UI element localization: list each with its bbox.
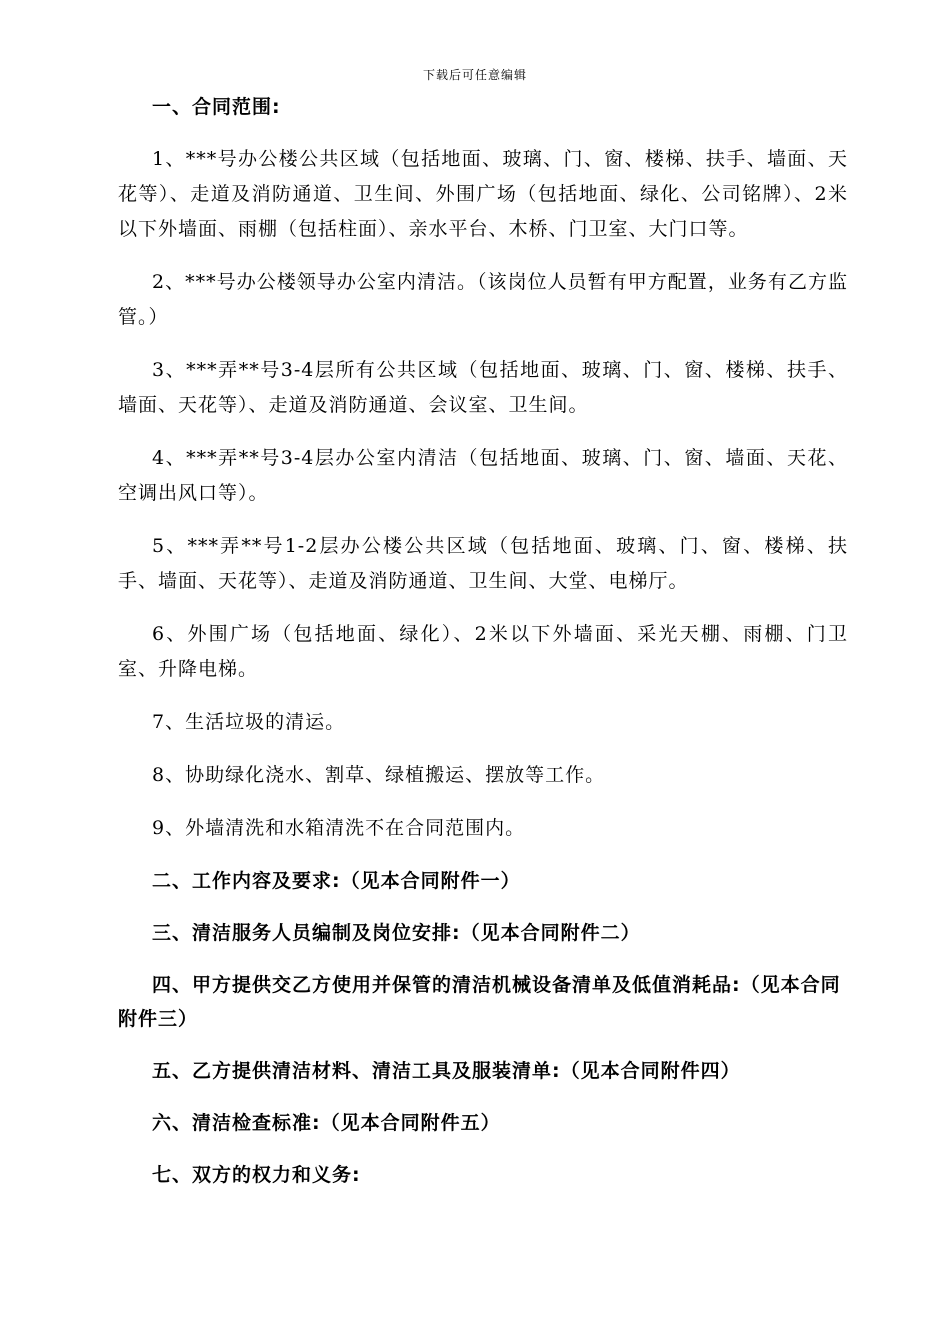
scope-item-9: 9、外墙清洗和水箱清洗不在合同范围内。 [152, 817, 526, 839]
header-note: 下载后可任意编辑 [422, 68, 527, 82]
scope-item-6: 6、外围广场（包括地面、绿化）、2米以下外墙面、采光天棚、雨棚、门卫室、升降电梯。 [118, 623, 848, 680]
section-heading-staffing: 三、清洁服务人员编制及岗位安排:（见本合同附件二） [152, 922, 641, 944]
section-heading-scope: 一、合同范围: [152, 96, 281, 118]
scope-item-7: 7、生活垃圾的清运。 [152, 711, 346, 733]
scope-item-1: 1、***号办公楼公共区域（包括地面、玻璃、门、窗、楼梯、扶手、墙面、天花等）、走道及消防通道、卫生间、外围广场（包括地面、绿化、公司铭牌）、2米以下外墙面、雨棚（包括柱面）、亲水平台、木桥、门卫室、大门口等。 [118, 148, 848, 240]
section-heading-equipment: 四、甲方提供交乙方使用并保管的清洁机械设备清单及低值消耗品:（见本合同附件三） [118, 974, 841, 1030]
scope-item-3: 3、***弄**号3-4层所有公共区域（包括地面、玻璃、门、窗、楼梯、扶手、墙面、天花等）、走道及消防通道、会议室、卫生间。 [118, 359, 848, 416]
section-heading-work-content: 二、工作内容及要求:（见本合同附件一） [152, 870, 521, 892]
scope-item-8: 8、协助绿化浇水、割草、绿植搬运、摆放等工作。 [152, 764, 606, 786]
document-body [118, 90, 848, 1210]
section-heading-standards: 六、清洁检查标准:（见本合同附件五） [152, 1112, 501, 1134]
scope-item-5: 5、***弄**号1-2层办公楼公共区域（包括地面、玻璃、门、窗、楼梯、扶手、墙面、天花等）、走道及消防通道、卫生间、大堂、电梯厅。 [118, 535, 848, 592]
scope-item-4: 4、***弄**号3-4层办公室内清洁（包括地面、玻璃、门、窗、墙面、天花、空调出风口等）。 [118, 447, 848, 504]
section-heading-rights-duties: 七、双方的权力和义务: [152, 1164, 361, 1186]
section-heading-materials: 五、乙方提供清洁材料、清洁工具及服装清单:（见本合同附件四） [152, 1060, 741, 1082]
scope-item-2: 2、***号办公楼领导办公室内清洁。（该岗位人员暂有甲方配置，业务有乙方监管。） [118, 271, 848, 328]
